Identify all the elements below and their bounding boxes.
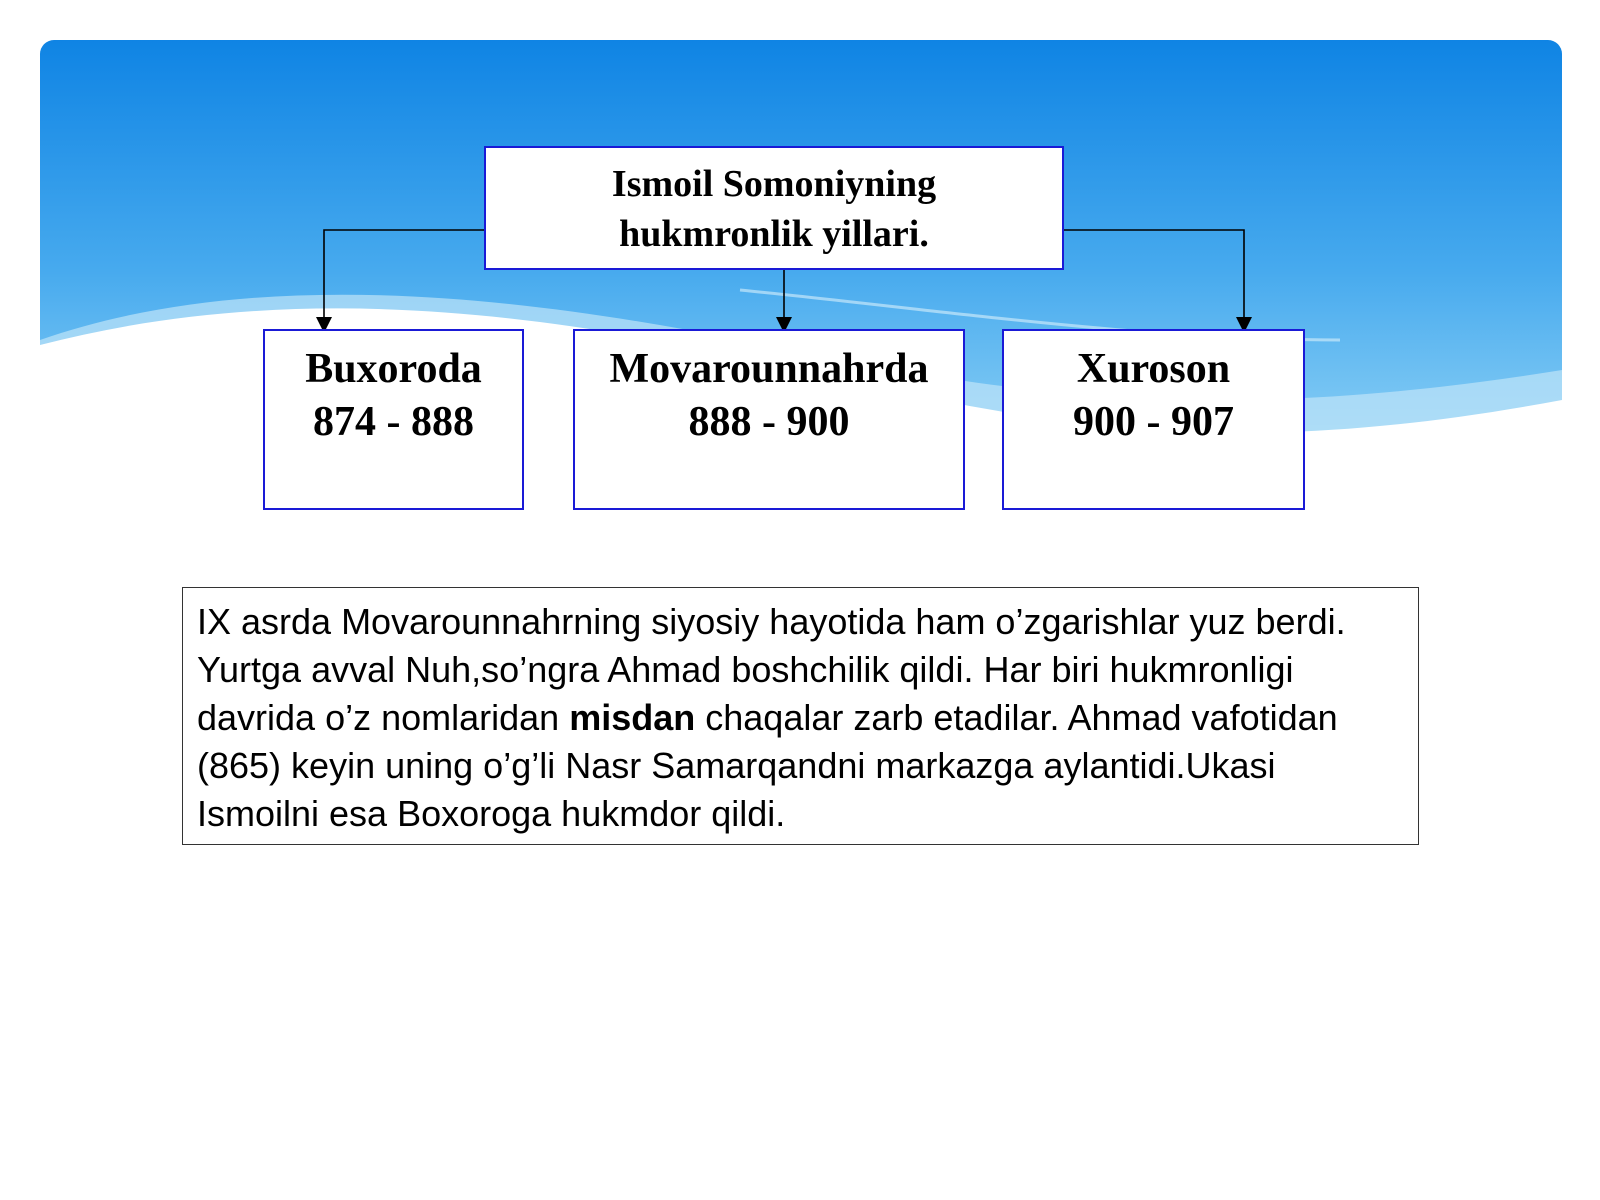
root-node [484,146,1064,270]
root-title-line1: Ismoil Somoniyning [611,163,937,205]
child-node-name: Xuroson [1076,346,1231,392]
connector-left [324,230,484,325]
child-node-buxoroda [263,329,524,510]
paragraph-part1: IX asrda Movarounnahrning siyosiy hayotida ham o’zgarishlar yuz berdi. Yurtga avval Nuh,so’ngra Ahmad boshchilik qildi. Har biri hukmronligi davrida o’z nomlaridan [197,601,1346,738]
root-title-line2: hukmronlik yillari. [619,213,929,255]
paragraph-part2: chaqalar zarb etadilar. Ahmad vafotidan (865) keyin uning o’g’li Nasr Samarqandni markazga aylantidi.Ukasi Ismoilni esa Boxoroga hukmdor qildi. [197,697,1338,834]
child-node-movarounnahrda [573,329,965,510]
paragraph-bold-word: misdan [569,697,696,738]
child-node-name: Buxoroda [305,346,482,392]
child-node-name: Movarounnahrda [609,346,929,392]
child-node-years: 900 - 907 [1073,399,1234,445]
child-node-xuroson [1002,329,1305,510]
child-node-years: 874 - 888 [313,399,474,445]
child-node-years: 888 - 900 [688,399,850,445]
connector-right [1064,230,1244,325]
description-paragraph [182,587,1419,845]
